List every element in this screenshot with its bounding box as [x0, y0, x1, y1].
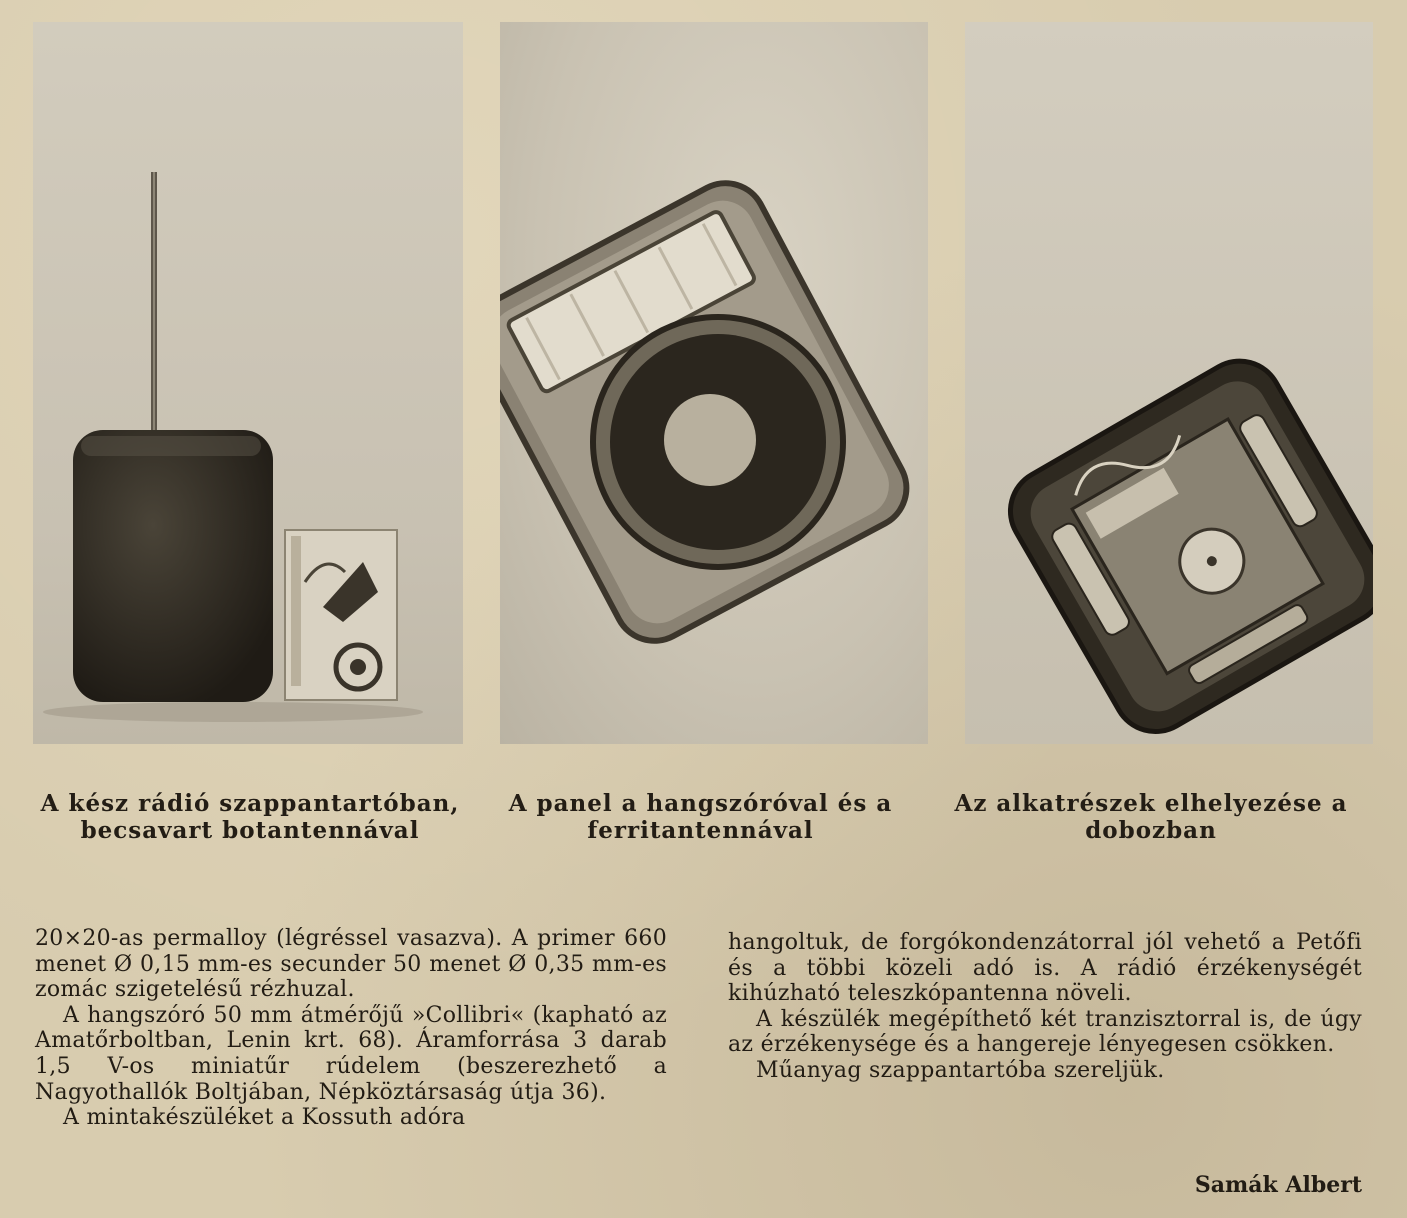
radio-box — [73, 430, 273, 702]
panel-speaker-image — [500, 22, 928, 744]
author-signature: Samák Albert — [1194, 1172, 1362, 1198]
photo-finished-radio — [33, 22, 463, 744]
text-column-right — [728, 930, 1362, 1084]
paragraph: A készülék megépíthető két tranzisztorral is, de úgy az érzékenysége és a hangereje lényegesen csökken. — [728, 1006, 1362, 1058]
caption-finished-radio: A kész rádió szappantartóban, becsavart botantennával — [40, 790, 460, 844]
finished-radio-image — [33, 22, 463, 744]
photo-panel-speaker — [500, 22, 928, 744]
open-box — [995, 346, 1373, 744]
paragraph: 20×20-as permalloy (légréssel vasazva). A primer 660 menet Ø 0,15 mm-es secunder 50 menet Ø 0,35 mm-es zomác szigetelésű rézhuzal. — [35, 926, 667, 1003]
loudspeaker — [593, 317, 843, 567]
paragraph: Műanyag szappantartóba szereljük. — [756, 1057, 1165, 1083]
components-box-image — [965, 22, 1373, 744]
text-column-left — [35, 926, 667, 1131]
matchbox — [285, 530, 397, 700]
paragraph: A mintakészüléket a Kossuth adóra — [63, 1105, 466, 1131]
caption-panel-speaker: A panel a hangszóróval és a ferritantennával — [508, 790, 893, 844]
photo-components-box — [965, 22, 1373, 744]
caption-components-box: Az alkatrészek elhelyezése a dobozban — [954, 790, 1348, 844]
paragraph: A hangszóró 50 mm átmérőjű »Collibri« (kapható az Amatőrboltban, Lenin krt. 68). Áramforrása 3 darab 1,5 V-os miniatűr rúdelem (beszerezhető a Nagyothallók Boltjában, Népköztársaság útja 36). — [35, 1002, 667, 1105]
paragraph: hangoltuk, de forgókondenzátorral jól vehető a Petőfi és a többi közeli adó is. A rádió érzékenységét kihúzható teleszkópantenna növeli. — [728, 930, 1362, 1007]
